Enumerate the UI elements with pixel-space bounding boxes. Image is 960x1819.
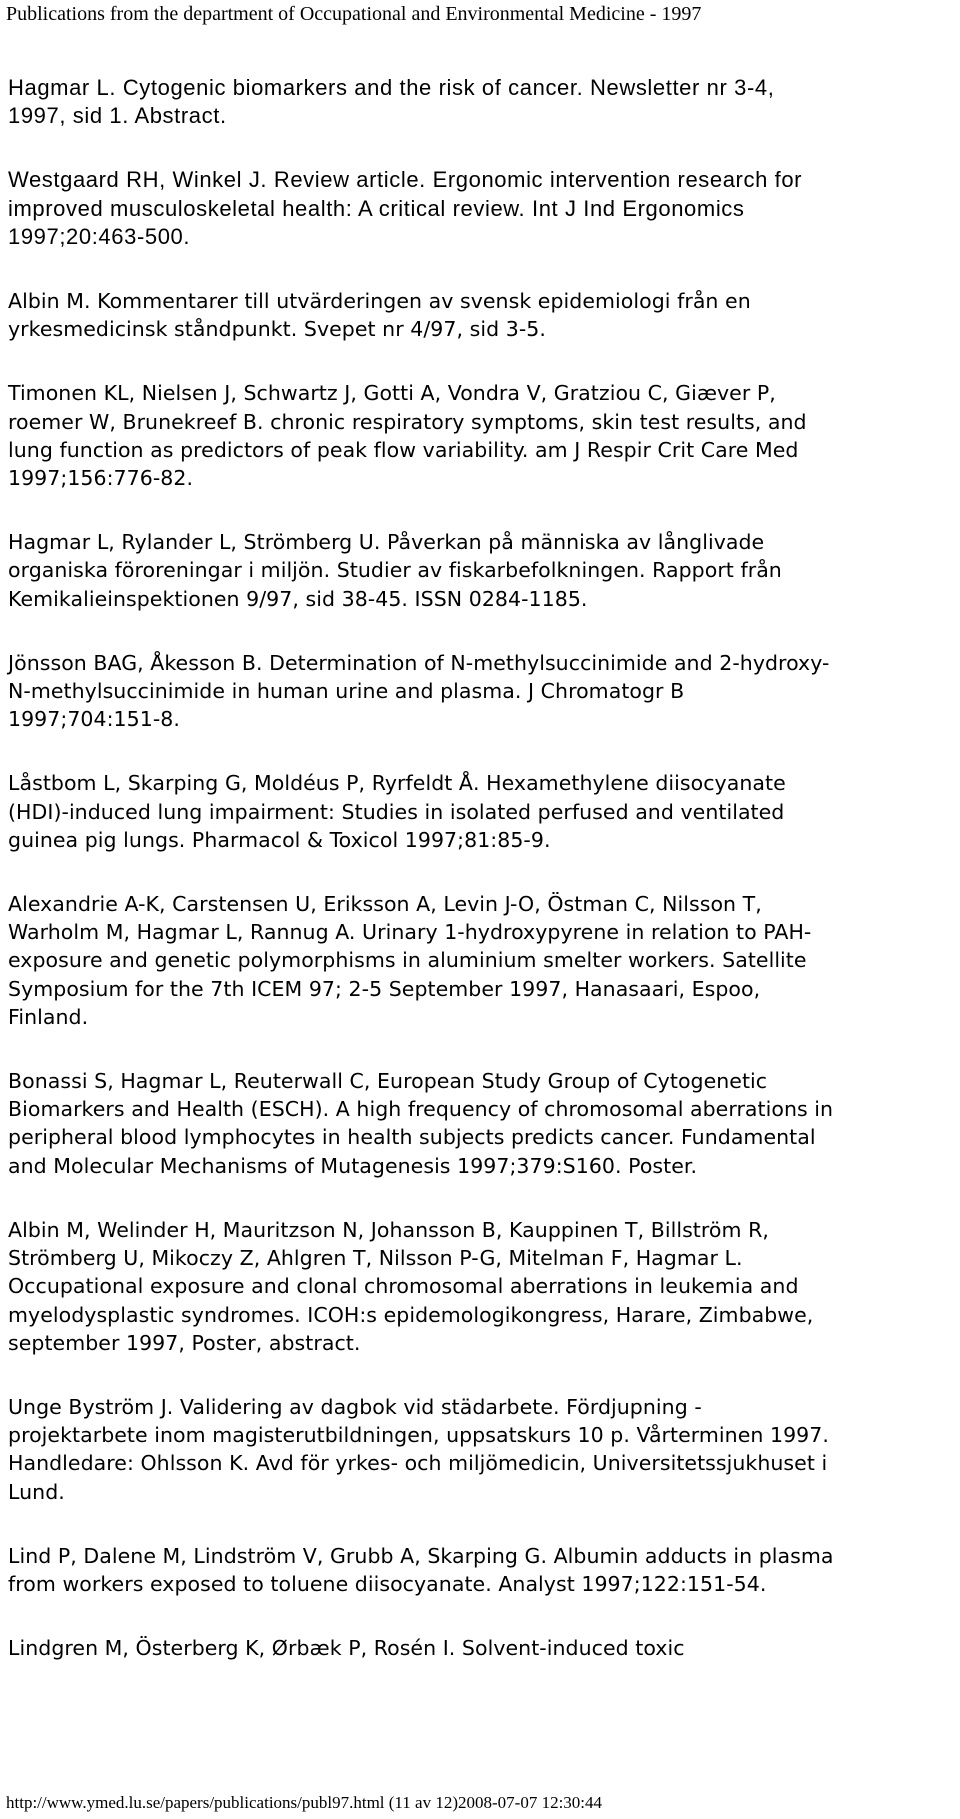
reference-line: Lind P, Dalene M, Lindström V, Grubb A, Skarping G. Albumin adducts in plasma <box>8 1543 834 1568</box>
reference-line: N-methylsuccinimide in human urine and plasma. J Chromatogr B <box>8 679 685 704</box>
reference-item <box>8 379 953 492</box>
reference-line: Hagmar L. Cytogenic biomarkers and the risk of cancer. Newsletter nr 3-4, <box>8 75 775 100</box>
reference-line: from workers exposed to toluene diisocyanate. Analyst 1997;122:151-54. <box>8 1571 767 1596</box>
reference-line: 1997;156:776-82. <box>8 466 194 491</box>
reference-item <box>8 769 953 854</box>
reference-line: Warholm M, Hagmar L, Rannug A. Urinary 1-hydroxypyrene in relation to PAH- <box>8 920 812 945</box>
reference-line: Finland. <box>8 1004 89 1029</box>
reference-line: (HDI)-induced lung impairment: Studies in isolated perfused and ventilated <box>8 799 785 824</box>
reference-list <box>8 74 953 1698</box>
reference-line: Lindgren M, Österberg K, Ørbæk P, Rosén I. Solvent-induced toxic <box>8 1636 685 1661</box>
reference-item <box>8 166 953 251</box>
reference-line: Hagmar L, Rylander L, Strömberg U. Påverkan på människa av långlivade <box>8 530 765 555</box>
reference-line: Albin M, Welinder H, Mauritzson N, Johansson B, Kauppinen T, Billström R, <box>8 1217 769 1242</box>
reference-line: Bonassi S, Hagmar L, Reuterwall C, European Study Group of Cytogenetic <box>8 1069 768 1094</box>
reference-line: Strömberg U, Mikoczy Z, Ahlgren T, Nilsson P-G, Mitelman F, Hagmar L. <box>8 1246 743 1271</box>
reference-item <box>8 287 953 343</box>
reference-line: myelodysplastic syndromes. ICOH:s epidemologikongress, Harare, Zimbabwe, <box>8 1302 814 1327</box>
reference-line: Occupational exposure and clonal chromosomal aberrations in leukemia and <box>8 1274 799 1299</box>
reference-item <box>8 1542 953 1598</box>
reference-line: guinea pig lungs. Pharmacol & Toxicol 1997;81:85-9. <box>8 827 551 852</box>
reference-line: Kemikalieinspektionen 9/97, sid 38-45. ISSN 0284-1185. <box>8 586 588 611</box>
reference-line: lung function as predictors of peak flow variability. am J Respir Crit Care Med <box>8 437 799 462</box>
reference-line: Jönsson BAG, Åkesson B. Determination of N-methylsuccinimide and 2-hydroxy- <box>8 650 830 675</box>
reference-line: 1997;20:463-500. <box>8 223 191 249</box>
reference-line: projektarbete inom magisterutbildningen, uppsatskurs 10 p. Vårterminen 1997. <box>8 1423 829 1448</box>
reference-line: and Molecular Mechanisms of Mutagenesis 1997;379:S160. Poster. <box>8 1153 698 1178</box>
reference-line: Albin M. Kommentarer till utvärderingen av svensk epidemiologi från en <box>8 289 751 314</box>
reference-line: september 1997, Poster, abstract. <box>8 1330 361 1355</box>
reference-line: peripheral blood lymphocytes in health subjects predicts cancer. Fundamental <box>8 1125 816 1150</box>
reference-item <box>8 1216 953 1357</box>
reference-item <box>8 890 953 1031</box>
reference-item <box>8 74 953 130</box>
page-footer-url: http://www.ymed.lu.se/papers/publications/publ97.html (11 av 12)2008-07-07 12:30:44 <box>6 1793 603 1812</box>
reference-line: Låstbom L, Skarping G, Moldéus P, Ryrfeldt Å. Hexamethylene diisocyanate <box>8 771 786 796</box>
reference-line: organiska föroreningar i miljön. Studier av fiskarbefolkningen. Rapport från <box>8 558 782 583</box>
reference-item <box>8 1634 953 1662</box>
reference-line: 1997, sid 1. Abstract. <box>8 103 227 129</box>
reference-line: Symposium for the 7th ICEM 97; 2-5 September 1997, Hanasaari, Espoo, <box>8 976 761 1001</box>
reference-line: 1997;704:151-8. <box>8 707 180 732</box>
reference-line: Alexandrie A-K, Carstensen U, Eriksson A, Levin J-O, Östman C, Nilsson T, <box>8 892 762 917</box>
reference-line: Timonen KL, Nielsen J, Schwartz J, Gotti A, Vondra V, Gratziou C, Giæver P, <box>8 381 776 406</box>
reference-item <box>8 649 953 734</box>
page-header: Publications from the department of Occupational and Environmental Medicine - 1997 <box>6 3 702 25</box>
reference-line: Unge Byström J. Validering av dagbok vid städarbete. Fördjupning - <box>8 1394 702 1419</box>
reference-line: improved musculoskeletal health: A critical review. Int J Ind Ergonomics <box>8 195 745 221</box>
reference-item <box>8 528 953 613</box>
reference-line: yrkesmedicinsk ståndpunkt. Svepet nr 4/97, sid 3-5. <box>8 317 546 342</box>
reference-line: exposure and genetic polymorphisms in aluminium smelter workers. Satellite <box>8 948 807 973</box>
reference-line: Westgaard RH, Winkel J. Review article. Ergonomic intervention research for <box>8 167 803 193</box>
reference-item <box>8 1393 953 1506</box>
reference-line: Biomarkers and Health (ESCH). A high frequency of chromosomal aberrations in <box>8 1097 834 1122</box>
reference-line: Lund. <box>8 1479 65 1504</box>
reference-line: Handledare: Ohlsson K. Avd för yrkes- och miljömedicin, Universitetssjukhuset i <box>8 1451 828 1476</box>
reference-line: roemer W, Brunekreef B. chronic respiratory symptoms, skin test results, and <box>8 409 807 434</box>
reference-item <box>8 1067 953 1180</box>
